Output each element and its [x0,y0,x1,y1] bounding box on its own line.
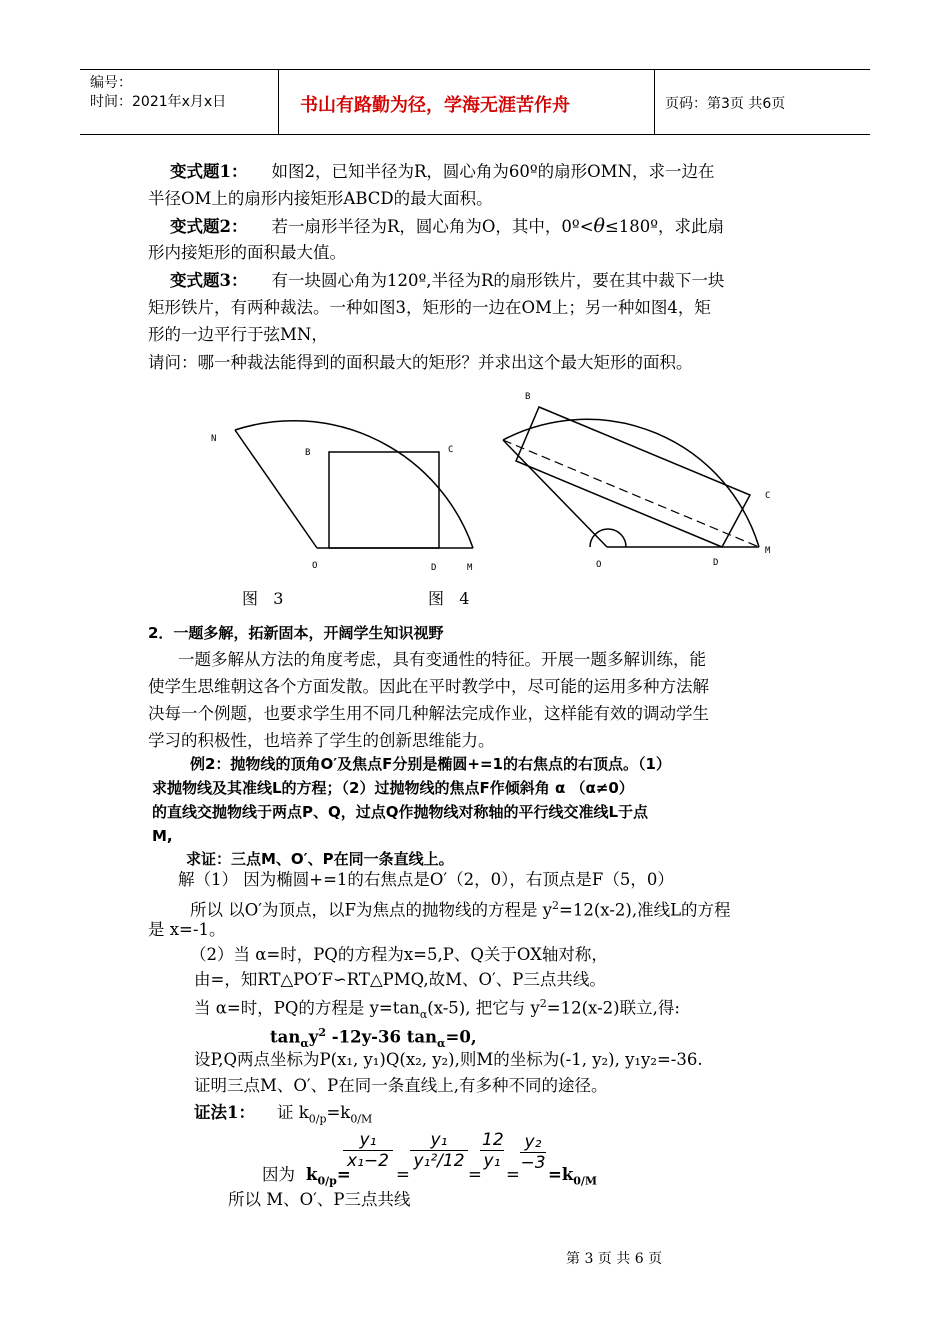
fig4-chord-mn [503,440,759,547]
solution-line1: 解（1） 因为椭圆+=1的右焦点是O′（2，0），右顶点是F（5，0） [178,870,674,889]
example2-line3: 的直线交抛物线于两点P、Q，过点Q作抛物线对称轴的平行线交准线L于点 [152,803,649,821]
section2-heading: 2．一题多解，拓新固本，开阔学生知识视野 [148,624,444,642]
eq-tan: tan [270,1027,301,1047]
eq-end: =0, [445,1027,477,1047]
fig3-arc [235,421,473,548]
header-time-label: 时间：2021年x月x日 [90,94,227,110]
eq-sup: 2 [318,1026,327,1039]
fraction-4-num: y₂ [520,1132,546,1153]
solution-line6-sup: 2 [539,997,547,1010]
fig3-label-m: M [467,563,473,573]
example2-prove-statement: 求证：三点M、O′、P在同一条直线上。 [186,850,454,868]
section2-para-line2: 使学生思维朝这各个方面发散。因此在平时教学中，尽可能的运用多种方法解 [148,677,709,696]
proof-eq: =k [326,1103,351,1122]
fig3-label-b: B [305,448,311,458]
solution-line6a: 当 α=时，PQ的方程是 y=tan [194,998,420,1018]
fraction-2-num: y₁ [410,1130,468,1151]
solution-line2b: =12(x-2),准线L的方程 [559,900,731,920]
k-left: $k_{0/p}=$ [306,1165,351,1188]
fraction-1-num: y₁ [343,1130,393,1151]
fraction-1-den: x₁−2 [347,1151,389,1171]
figure-3-caption: 图 3 [242,589,284,608]
fraction-1 [343,1130,393,1171]
variant1-line1 [170,160,715,184]
fraction-3-den: y₁ [483,1151,501,1171]
proof-line [194,1101,372,1131]
variant3-text1: 有一块圆心角为120º,半径为R的扇形铁片，要在其中裁下一块 [271,271,725,290]
fig4-rectangle [516,407,750,547]
k-right-sub: 0/M [573,1174,598,1188]
footer-page-number: 第 3 页 共 6 页 [566,1251,663,1267]
fig4-angle-mark [590,529,626,547]
solution-line2-sup: 2 [552,899,560,912]
because-label: 因为 [262,1165,295,1184]
variant2-line1 [170,214,724,239]
eq-y: y [308,1027,319,1047]
section2-para-line3: 决每一个例题，也要求学生用不同几种解法完成作业，这样能有效的调动学生 [148,704,709,723]
header-page-info: 页码：第3页 共6页 [665,96,786,112]
fraction-2-den: y₁²/12 [413,1151,465,1171]
solution-line2 [190,894,731,923]
proof-text: 证 k [276,1103,309,1122]
eq-sign-1: = [396,1165,410,1184]
solution-line2a: 所以 以O′为顶点，以F为焦点的抛物线的方程是 y [190,900,553,920]
variant2-theta: θ [593,215,605,237]
variant1-text1: 如图2，已知半径为R，圆心角为60º的扇形OMN，求一边在 [271,162,715,181]
solution-line3: 是 x=-1。 [148,920,226,939]
variant3-line2: 矩形铁片，有两种裁法。一种如图3，矩形的一边在OM上；另一种如图4，矩 [148,298,711,317]
fig3-label-n: N [211,434,217,444]
fig4-label-c: C [765,491,771,501]
fig3-label-o: O [312,561,318,571]
solution-line5: 由=，知RT△PO′F∽RT△PMQ,故M、O′、P三点共线。 [194,970,606,989]
fig4-label-b: B [525,392,531,402]
fraction-4-den: −3 [520,1153,546,1173]
header-code-label: 编号： [90,75,132,91]
k-right: $=k_{0/M}$ [548,1165,598,1188]
fig4-label-m: M [765,546,771,556]
eq-middle: -12y-36 tan [326,1027,438,1047]
proof-sub2: 0/M [350,1112,373,1126]
header-divider-left [278,69,279,135]
variant2-label: 变式题2： [170,217,248,236]
section2-para-line1: 一题多解从方法的角度考虑，具有变通性的特征。开展一题多解训练，能 [178,650,706,669]
variant3-label: 变式题3： [170,271,248,290]
variant3-line1 [170,269,724,293]
k-right-letter: k [561,1165,574,1184]
variant2-text1b: ≤180º，求此扇 [604,217,725,236]
variant1-line2: 半径OM上的扇形内接矩形ABCD的最大面积。 [148,189,493,208]
eq-alpha: α [300,1036,309,1050]
header-top-rule [80,69,870,70]
fraction-4 [520,1132,546,1173]
solution-line4: （2）当 α=时，PQ的方程为x=5,P、Q关于OX轴对称， [190,945,608,964]
solution-line8: 证明三点M、O′、P在同一条直线上,有多种不同的途径。 [194,1076,608,1095]
fig3-rectangle [329,452,439,548]
k-left-letter: k [306,1165,318,1184]
solution-line7: 设P,Q两点坐标为P(x₁, y₁)Q(x₂, y₂),则M的坐标为(-1, y₂), y₁y₂=-36. [194,1050,703,1069]
conclusion-line: 所以 M、O′、P三点共线 [228,1190,411,1209]
fig4-label-o: O [596,560,602,570]
figure-3-diagram [205,390,495,580]
header-divider-right [654,69,655,135]
eq-sign-3: = [506,1165,520,1184]
variant2-line2: 形内接矩形的面积最大值。 [148,243,346,262]
variant3-line3: 形的一边平行于弦MN， [148,325,328,344]
k-left-sub: 0/p [317,1174,337,1188]
solution-line6c: =12(x-2)联立,得: [546,998,680,1018]
eq-alpha2: α [437,1036,446,1050]
example2-line1: 例2：抛物线的顶角O′及焦点F分别是椭圆+=1的右焦点的右顶点。（1） [190,755,671,773]
fig4-label-d: D [713,558,719,568]
variant2-text1a: 若一扇形半径为R，圆心角为O，其中，0º< [271,217,594,236]
proof-label: 证法1： [194,1103,255,1122]
example2-line4: M, [152,827,173,845]
header-bottom-rule [80,134,870,135]
section2-para-line4: 学习的积极性，也培养了学生的创新思维能力。 [148,731,495,750]
fraction-3-num: 12 [482,1130,504,1150]
example2-line2: 求抛物线及其准线L的方程；（2）过抛物线的焦点F作倾斜角 α （α≠0） [152,779,634,797]
variant3-line4: 请问：哪一种裁法能得到的面积最大的矩形？并求出这个最大矩形的面积。 [148,353,693,372]
solution-line6-alpha: α [419,1007,428,1021]
fraction-2 [410,1130,468,1171]
eq-sign-2: = [468,1165,482,1184]
fig3-label-d: D [431,563,437,573]
fig3-label-c: C [448,445,454,455]
fraction-3 [480,1130,504,1171]
figure-4-caption: 图 4 [428,589,470,608]
proof-sub1: 0/p [308,1112,327,1126]
variant1-label: 变式题1： [170,162,248,181]
header-motto: 书山有路勤为径，学海无涯苦作舟 [300,95,570,116]
figure-4-diagram [495,385,785,580]
solution-line6b: (x-5), 把它与 y [427,998,540,1018]
